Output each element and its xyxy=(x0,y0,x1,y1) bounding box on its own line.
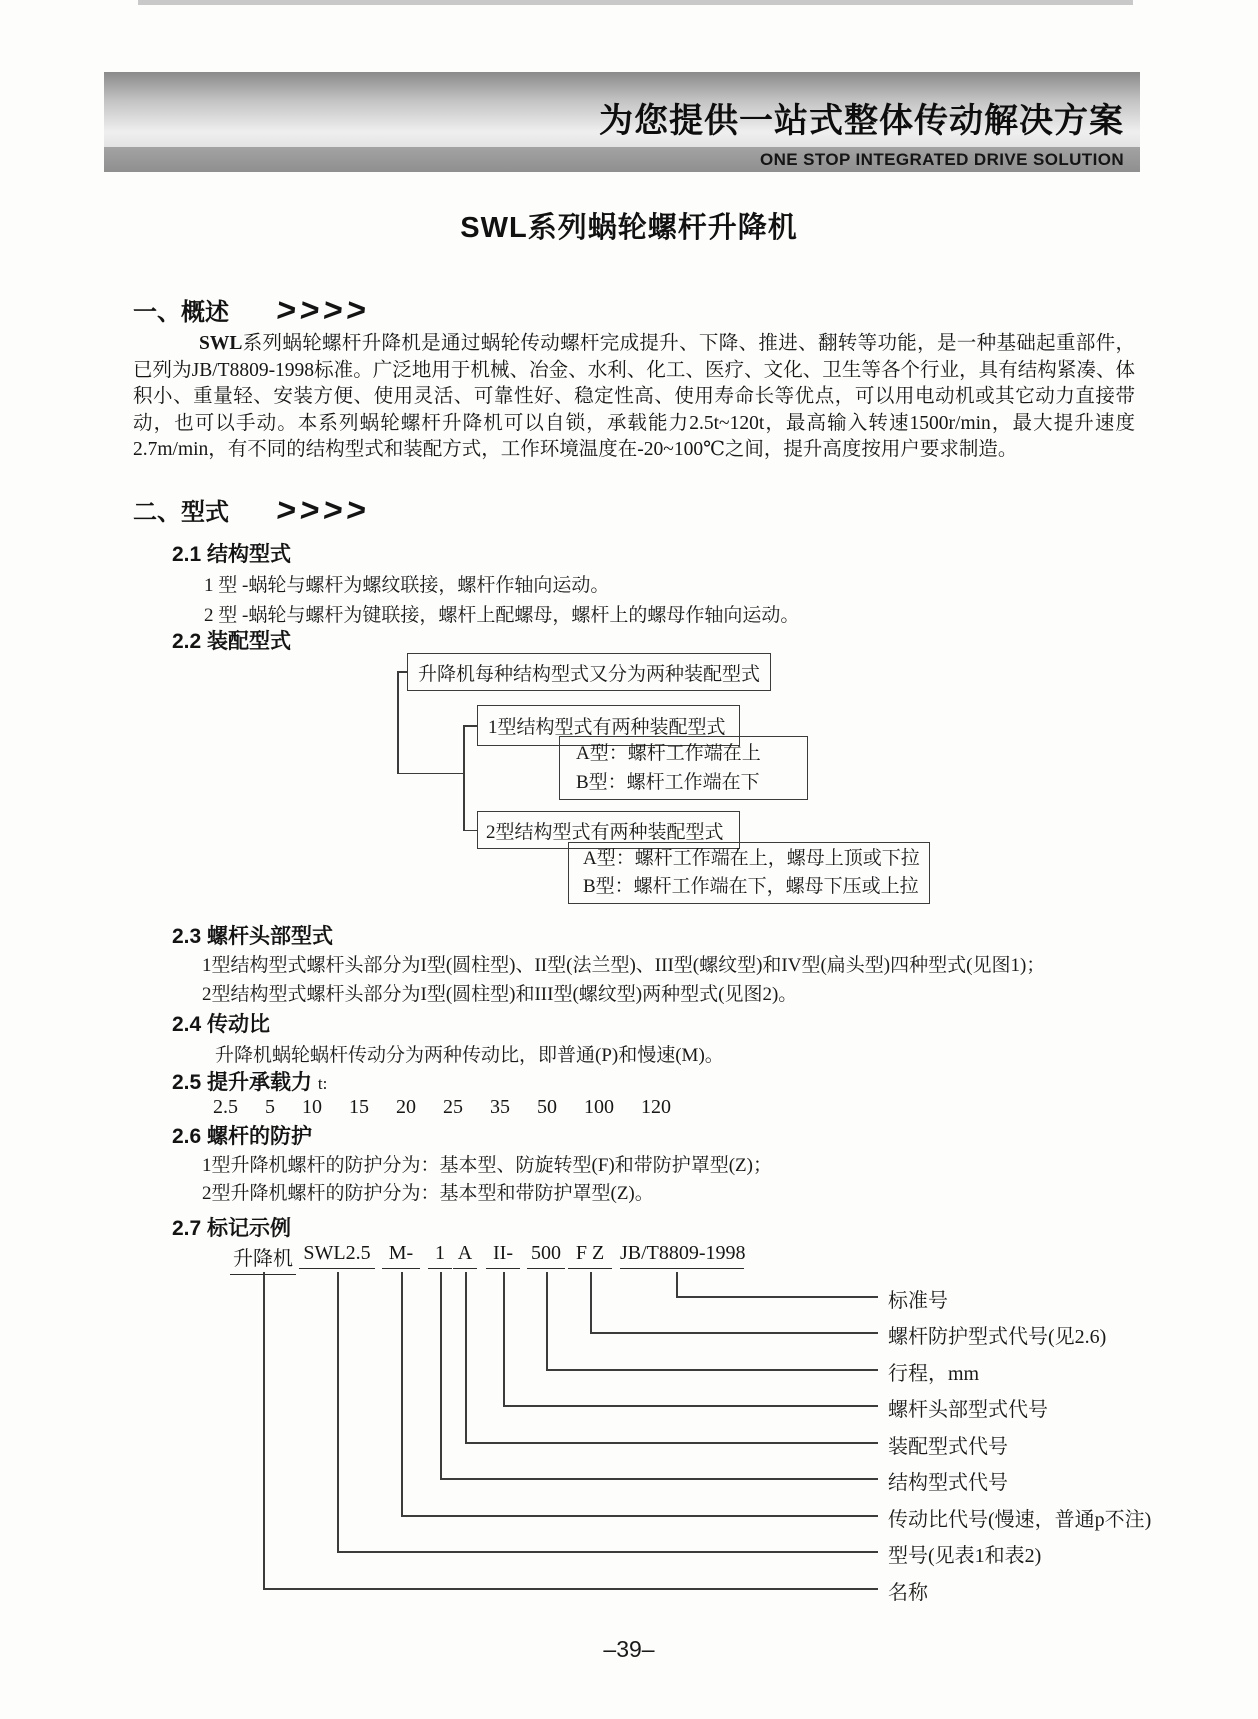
subsection-2-7-heading: 2.7 标记示例 xyxy=(172,1217,292,1240)
connector-line xyxy=(463,830,478,832)
marking-leader-hline xyxy=(401,1515,878,1517)
screw-head-line-1: 1型结构型式螺杆头部分为I型(圆柱型)、II型(法兰型)、III型(螺纹型)和IV型(扁头型)四种型式(见图1)； xyxy=(202,955,1046,976)
marking-leader-vline xyxy=(503,1272,505,1405)
subsection-2-3-heading: 2.3 螺杆头部型式 xyxy=(172,925,334,948)
structure-type-line-1: 1 型 -蜗轮与螺杆为螺纹联接，螺杆作轴向运动。 xyxy=(204,575,610,596)
load-capacity-value: 50 xyxy=(537,1096,557,1118)
chevrons-decoration: >>>> xyxy=(275,291,373,328)
overview-paragraph-text: 系列蜗轮螺杆升降机是通过蜗轮传动螺杆完成提升、下降、推进、翻转等功能，是一种基础起重部件，已列为JB/T8809-1998标准。广泛地用于机械、冶金、水利、化工、医疗、文化、卫生等各个行业，具有结构紧凑、体积小、重量轻、安装方便、使用灵活、可靠性好、稳定性高、使用寿命长等优点，可以用电动机或其它动力直接带动，也可以手动。本系列蜗轮螺杆升降机可以自锁，承载能力2.5t~120t，最高输入转速1500r/min，最大提升速度2.7m/min，有不同的结构型式和装配方式，工作环境温度在-20~100℃之间，提升高度按用户要求制造。 xyxy=(133,333,1135,461)
marking-leader-vline xyxy=(546,1272,548,1369)
load-capacity-value: 10 xyxy=(302,1096,322,1118)
marking-label: 传动比代号(慢速，普通p不注) xyxy=(888,1509,1152,1531)
marking-label: 螺杆头部型式代号 xyxy=(888,1399,1048,1421)
chevrons-decoration: >>>> xyxy=(275,491,373,528)
structure-type-line-2: 2 型 -蜗轮与螺杆为键联接，螺杆上配螺母，螺杆上的螺母作轴向运动。 xyxy=(204,605,800,626)
diagram-detail-line: A型：螺杆工作端在上 xyxy=(576,743,761,764)
marking-leader-hline xyxy=(503,1405,878,1407)
header-banner xyxy=(104,72,1140,147)
marking-label: 名称 xyxy=(888,1582,928,1604)
diagram-box-type2-detail xyxy=(568,842,930,904)
marking-code-token: SWL2.5 xyxy=(299,1242,375,1269)
protection-line-1: 1型升降机螺杆的防护分为：基本型、防旋转型(F)和带防护罩型(Z)； xyxy=(202,1155,772,1176)
marking-leader-vline xyxy=(440,1272,442,1478)
diagram-box-root-text: 升降机每种结构型式又分为两种装配型式 xyxy=(417,663,760,685)
load-capacity-value: 120 xyxy=(641,1096,671,1118)
section-overview-label: 一、概述 xyxy=(133,299,229,326)
marking-leader-vline xyxy=(465,1272,467,1442)
marking-leader-hline xyxy=(676,1296,878,1298)
connector-line xyxy=(463,725,465,831)
diagram-box-type1-text: 1型结构型式有两种装配型式 xyxy=(488,717,726,738)
subsection-2-2-heading: 2.2 装配型式 xyxy=(172,630,292,653)
diagram-detail-line: A型：螺杆工作端在上，螺母上顶或下拉 xyxy=(583,848,920,869)
subsection-2-4-heading: 2.4 传动比 xyxy=(172,1013,271,1036)
marking-leader-hline xyxy=(440,1478,878,1480)
load-capacity-value: 15 xyxy=(349,1096,369,1118)
marking-label: 结构型式代号 xyxy=(888,1472,1008,1494)
load-capacity-values xyxy=(213,1096,671,1119)
screw-head-line-2: 2型结构型式螺杆头部分为I型(圆柱型)和III型(螺纹型)两种型式(见图2)。 xyxy=(202,984,798,1005)
marking-code-token: 升降机 xyxy=(230,1242,296,1275)
load-capacity-value: 20 xyxy=(396,1096,416,1118)
marking-leader-vline xyxy=(263,1272,265,1588)
marking-label: 型号(见表1和表2) xyxy=(888,1545,1042,1567)
load-capacity-value: 100 xyxy=(584,1096,614,1118)
screw-head-lines xyxy=(202,951,1045,1009)
subsection-2-5-heading: 2.5 提升承载力 t: xyxy=(172,1071,328,1094)
diagram-detail-line: B型：螺杆工作端在下，螺母下压或上拉 xyxy=(583,876,919,897)
section-types-heading xyxy=(133,491,373,528)
connector-line xyxy=(397,773,464,775)
marking-label: 装配型式代号 xyxy=(888,1436,1008,1458)
marking-code-token: JB/T8809-1998 xyxy=(620,1242,744,1269)
marking-leader-hline xyxy=(546,1369,878,1371)
marking-leader-hline xyxy=(337,1551,878,1553)
load-capacity-value: 35 xyxy=(490,1096,510,1118)
marking-label: 螺杆防护型式代号(见2.6) xyxy=(888,1326,1107,1348)
header-subtitle: ONE STOP INTEGRATED DRIVE SOLUTION xyxy=(759,149,1124,169)
marking-leader-vline xyxy=(676,1272,678,1296)
load-capacity-value: 5 xyxy=(265,1096,275,1118)
header-subtitle-bar xyxy=(104,147,1140,172)
subsection-2-1-heading: 2.1 结构型式 xyxy=(172,543,292,566)
page-number: –39– xyxy=(603,1636,655,1662)
load-capacity-value: 2.5 xyxy=(213,1096,238,1118)
diagram-box-type1-detail xyxy=(559,736,808,800)
subsection-2-6-heading: 2.6 螺杆的防护 xyxy=(172,1125,313,1148)
page-title: SWL系列蜗轮螺杆升降机 xyxy=(460,212,798,244)
marking-label: 行程，mm xyxy=(888,1363,980,1385)
marking-leader-vline xyxy=(590,1272,592,1332)
marking-leader-hline xyxy=(590,1332,878,1334)
protection-line-2: 2型升降机螺杆的防护分为：基本型和带防护罩型(Z)。 xyxy=(202,1183,654,1204)
marking-leader-hline xyxy=(465,1442,878,1444)
marking-code-token: M- xyxy=(382,1242,420,1269)
marking-leader-vline xyxy=(401,1272,403,1515)
marking-leader-vline xyxy=(337,1272,339,1551)
structure-type-lines xyxy=(204,571,799,631)
marking-code-token: 1 xyxy=(428,1242,452,1269)
marking-leader-hline xyxy=(263,1588,878,1590)
section-types-label: 二、型式 xyxy=(133,499,229,526)
overview-paragraph xyxy=(133,331,1135,464)
capacity-unit: t: xyxy=(317,1074,328,1093)
connector-line xyxy=(397,671,399,774)
overview-paragraph-bold-lead: SWL xyxy=(199,333,243,354)
marking-code-token: F Z xyxy=(568,1242,612,1269)
scan-artifact-line xyxy=(138,0,1133,5)
header-banner-title: 为您提供一站式整体传动解决方案 xyxy=(599,103,1124,140)
diagram-box-root xyxy=(407,653,771,691)
diagram-detail-line: B型：螺杆工作端在下 xyxy=(576,772,760,793)
marking-code-token: II- xyxy=(486,1242,520,1269)
marking-code-token: 500 xyxy=(527,1242,565,1269)
ratio-line: 升降机蜗轮蜗杆传动分为两种传动比，即普通(P)和慢速(M)。 xyxy=(215,1045,724,1066)
marking-code-token: A xyxy=(453,1242,477,1269)
diagram-box-type2-text: 2型结构型式有两种装配型式 xyxy=(486,821,724,843)
section-overview-heading xyxy=(133,291,373,328)
connector-line xyxy=(463,725,478,727)
load-capacity-value: 25 xyxy=(443,1096,463,1118)
marking-label: 标准号 xyxy=(888,1290,948,1312)
protection-lines xyxy=(202,1152,772,1208)
